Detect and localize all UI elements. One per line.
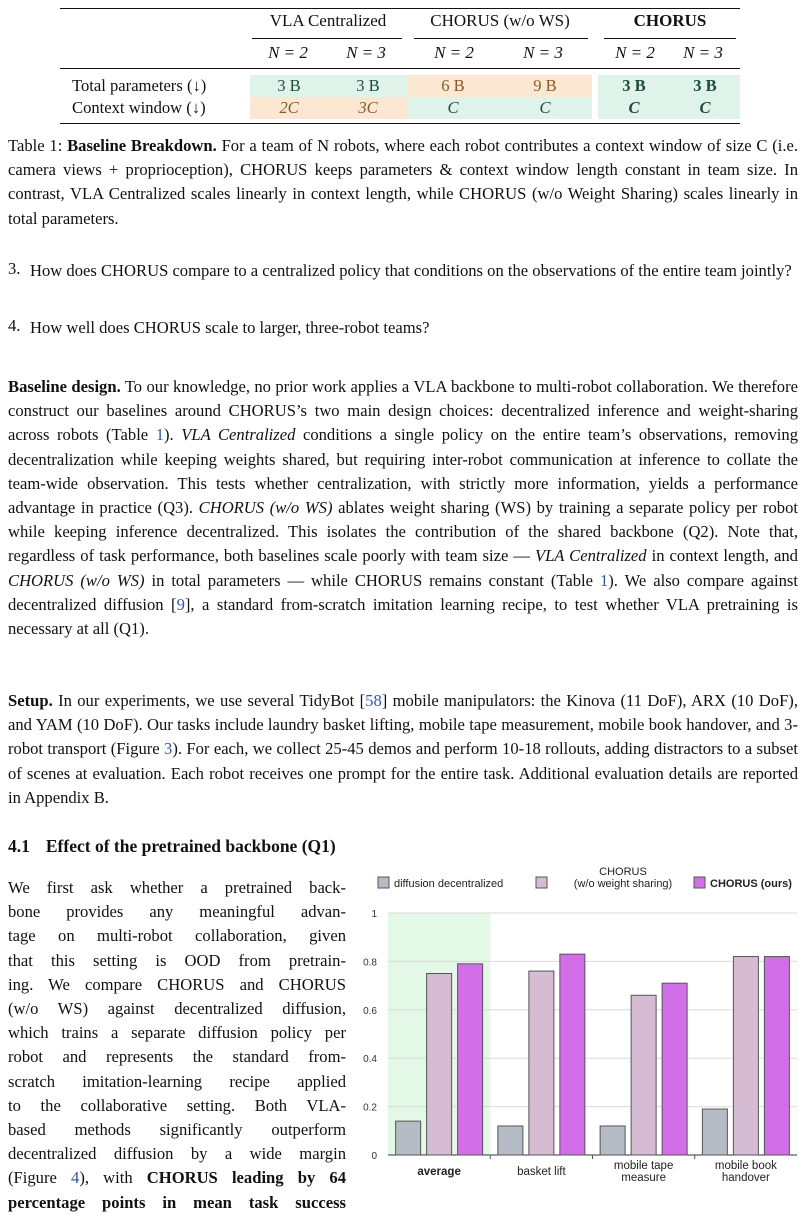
row-label-params: Total parameters (↓) — [72, 76, 207, 95]
q1-line-11: based methods significantly outperform — [8, 1120, 346, 1140]
y-tick-label: 0.4 — [363, 1054, 377, 1066]
bar-0-3 — [702, 1109, 727, 1155]
setup-paragraph — [8, 689, 798, 810]
bar-2-1 — [560, 954, 585, 1155]
table-caption — [8, 134, 798, 231]
cell-params-vla-n2: 3 B — [250, 75, 328, 97]
question-4-text: How well does CHORUS scale to larger, three-robot teams? — [30, 318, 430, 337]
y-tick-label: 0 — [371, 1151, 377, 1162]
q1-line-4: that this setting is OOD from pretrain- — [8, 950, 346, 970]
bar-chart-svg — [355, 862, 800, 1202]
question-4-number: 4. — [8, 316, 21, 335]
cell-params-wows-n3: 9 B — [498, 75, 592, 97]
baseline-text-1: To our knowledge, no prior work applies a VLA backbone to multi-robot collaboration. We therefore construct our baselines around CHORUS’s two main design choices: decentralized inference and weight-sharing across robots (Table — [8, 377, 798, 445]
q1-line-2: bone provides any meaningful advan- — [8, 902, 346, 922]
q1-line-13-b: ), with — [79, 1168, 147, 1188]
baseline-text-8: ], a standard from-scratch imitation learning recipe, to test whether VLA pretraining is necessary at all (Q1). — [8, 594, 798, 639]
section-heading — [8, 836, 336, 857]
q1-line-12: decentralized diffusion by a wide margin — [8, 1144, 346, 1164]
section-number: 4.1 — [8, 836, 30, 856]
bar-1-3 — [733, 957, 758, 1155]
figure-ref-link-4[interactable]: 4 — [71, 1168, 80, 1188]
baseline-em-vla: VLA Centralized — [181, 425, 296, 445]
y-tick-label: 0.2 — [363, 1102, 377, 1114]
question-3-number: 3. — [8, 259, 21, 278]
q1-line-8: robot and represents the standard from- — [8, 1047, 346, 1067]
x-tick-label: average — [417, 1166, 461, 1178]
subheader-n3-vla: N = 3 — [346, 43, 386, 62]
legend-swatch-0 — [378, 877, 389, 888]
q1-line-14: percentage points in mean task success — [8, 1192, 346, 1212]
legend-label-1: CHORUS — [599, 866, 647, 878]
baseline-em-wows-2: CHORUS (w/o WS) — [8, 570, 145, 590]
baseline-text-6: in total parameters — while CHORUS remains constant (Table — [144, 570, 600, 590]
q1-line-13-a: (Figure — [8, 1168, 72, 1188]
row-label-context: Context window (↓) — [72, 98, 206, 117]
section-title: Effect of the pretrained backbone (Q1) — [45, 836, 336, 856]
table-group-header-vla: VLA Centralized — [269, 11, 387, 30]
q1-line-9: scratch imitation-learning recipe applied — [8, 1071, 346, 1091]
q1-line-1: We first ask whether a pretrained back- — [8, 878, 346, 897]
bar-0-2 — [600, 1126, 625, 1155]
q1-line-5: ing. We compare CHORUS and CHORUS — [8, 974, 346, 994]
bar-0-0 — [396, 1121, 421, 1155]
baseline-text-5: in context length, and — [646, 546, 798, 566]
bar-1-0 — [427, 974, 452, 1156]
q1-line-13 — [8, 1166, 346, 1190]
group-rule-2 — [414, 38, 588, 39]
bar-2-0 — [458, 964, 483, 1155]
q1-line-3: tage on multi-robot collaboration, given — [8, 926, 346, 946]
setup-text-3: ). For each, we collect 25-45 demos and perform 10-18 rollouts, adding distractors to a subset of scenes at evaluation. Each robot receives one prompt for the entire task. Additional evaluation details are reported in Appendix B. — [8, 739, 798, 807]
bar-2-2 — [662, 983, 687, 1155]
legend-swatch-1 — [536, 877, 547, 888]
cell-ctx-vla-n2: 2C — [250, 97, 328, 119]
citation-link-9[interactable]: 9 — [176, 594, 185, 614]
x-tick-label: mobile tape — [613, 1160, 674, 1172]
setup-text-1: In our experiments, we use several TidyBot [ — [52, 691, 366, 710]
question-4 — [8, 316, 798, 340]
cell-params-vla-n3: 3 B — [328, 75, 408, 97]
caption-text: For a team of N robots, where each robot contributes a context window of size C (i.e. camera views + proprioception), CHORUS keeps parameters & context window length constant in team size. In contrast, VLA Centralized scales linearly in context length, while CHORUS (w/o Weight Sharing) scales linearly in total parameters. — [8, 136, 799, 228]
figure-ref-link-3[interactable]: 3 — [164, 739, 173, 759]
table-mid-rule — [60, 68, 740, 69]
bar-2-3 — [764, 957, 789, 1155]
subheader-n2-wows: N = 2 — [434, 43, 474, 62]
table-group-header-chorus: CHORUS — [633, 11, 707, 30]
legend-label-2: CHORUS (ours) — [710, 878, 792, 890]
success-rate-chart — [355, 862, 800, 1202]
x-tick-label: measure — [621, 1172, 666, 1184]
q1-paragraph — [8, 876, 346, 1215]
baseline-text-3: conditions a single policy on the entire team’s observations, removing decentralization while keeping weights shared, but requiring inter-robot communication at inference to collate the team-wide observation. This tests whether centralization, with strictly more information, yields a performance advantage in practice (Q3). — [8, 425, 798, 518]
x-tick-label: handover — [721, 1172, 770, 1184]
cell-ctx-chorus-n3: C — [670, 97, 740, 119]
legend-label-1: (w/o weight sharing) — [573, 878, 673, 890]
baseline-em-vla-2: VLA Centralized — [534, 546, 647, 566]
table-bottom-rule — [60, 123, 740, 124]
cell-params-wows-n2: 6 B — [408, 75, 498, 97]
baseline-paragraph — [8, 375, 798, 641]
baseline-heading: Baseline design. — [8, 377, 121, 396]
setup-text-2: ] mobile manipulators: the Kinova (11 DoF), ARX (10 DoF), and YAM (10 DoF). Our tasks include laundry basket lifting, mobile tape measurement, mobile book handover, and 3-robot transport (Figure — [8, 691, 798, 759]
cell-params-chorus-n3: 3 B — [670, 75, 740, 97]
caption-lead: Table 1: — [8, 136, 63, 155]
subheader-n3-wows: N = 3 — [523, 43, 563, 62]
group-rule-1 — [252, 38, 402, 39]
x-tick-label: mobile book — [714, 1160, 777, 1172]
y-tick-label: 0.8 — [363, 957, 377, 969]
table-group-header-chorus-wo-ws: CHORUS (w/o WS) — [430, 11, 570, 30]
cell-ctx-wows-n2: C — [408, 97, 498, 119]
q1-line-10: to the collaborative setting. Both VLA- — [8, 1095, 346, 1115]
group-rule-3 — [604, 38, 736, 39]
q1-line-7: which trains a separate diffusion policy per — [8, 1023, 346, 1043]
y-tick-label: 0.6 — [363, 1005, 377, 1017]
bar-1-1 — [529, 971, 554, 1155]
bar-1-2 — [631, 995, 656, 1155]
legend-swatch-2 — [694, 877, 705, 888]
baseline-text-4: ablates weight sharing (WS) by training a separate policy per robot while keeping inference decentralized. This isolates the contribution of the shared backbone (Q2). Note that, regardless of task performance, both baselines scale poorly with team size — — [8, 498, 798, 566]
baseline-text-2: ). — [164, 425, 182, 445]
subheader-n2-chorus: N = 2 — [615, 43, 655, 62]
baseline-em-wows: CHORUS (w/o WS) — [198, 498, 333, 518]
q1-line-13-bold: CHORUS leading by 64 — [146, 1168, 346, 1188]
x-tick-label: basket lift — [517, 1166, 566, 1178]
table-ref-link[interactable]: 1 — [155, 425, 165, 445]
cell-ctx-vla-n3: 3C — [328, 97, 408, 119]
y-tick-label: 1 — [371, 909, 377, 920]
cell-params-chorus-n2: 3 B — [598, 75, 670, 97]
subheader-n3-chorus: N = 3 — [683, 43, 723, 62]
question-3-text: How does CHORUS compare to a centralized policy that conditions on the observations of the entire team jointly? — [30, 261, 792, 280]
cell-ctx-wows-n3: C — [498, 97, 592, 119]
citation-link-58[interactable]: 58 — [365, 691, 382, 710]
subheader-n2-vla: N = 2 — [268, 43, 308, 62]
legend-label-0: diffusion decentralized — [394, 878, 504, 890]
cell-ctx-chorus-n2: C — [598, 97, 670, 119]
table-ref-link-2[interactable]: 1 — [599, 570, 609, 590]
q1-line-6: (w/o WS) against decentralized diffusion, — [8, 999, 346, 1019]
caption-title: Baseline Breakdown. — [67, 136, 217, 155]
question-3 — [8, 259, 798, 283]
baseline-text-7: ). We also compare against decentralized diffusion [ — [8, 570, 798, 614]
bar-0-1 — [498, 1126, 523, 1155]
setup-heading: Setup. — [8, 691, 53, 710]
